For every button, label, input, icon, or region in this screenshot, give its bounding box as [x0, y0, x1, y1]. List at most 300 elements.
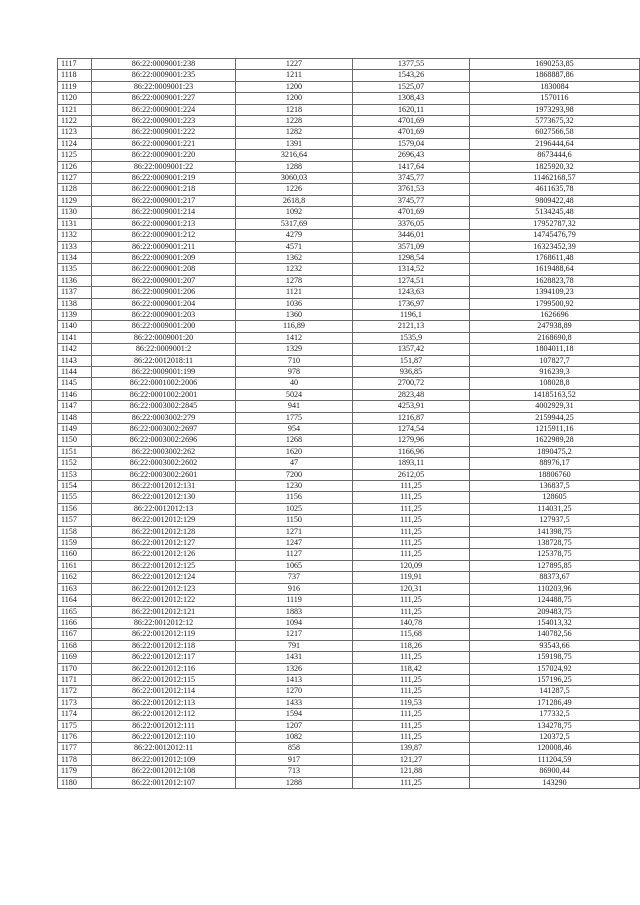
table-row [58, 275, 640, 286]
area-cell: 1278 [236, 275, 353, 286]
row-number-cell: 1153 [58, 469, 92, 480]
row-number-cell: 1159 [58, 538, 92, 549]
table-row [58, 264, 640, 275]
row-number-cell: 1133 [58, 241, 92, 252]
cadastral-value-cell: 5134245,48 [470, 207, 640, 218]
cadastral-value-cell: 16323452,39 [470, 241, 640, 252]
table-row [58, 469, 640, 480]
table-row [58, 435, 640, 446]
table-row [58, 766, 640, 777]
cadastral-value-cell: 2159944,25 [470, 412, 640, 423]
cadastral-number-cell: 86:22:0009001:217 [92, 195, 236, 206]
row-number-cell: 1170 [58, 663, 92, 674]
cadastral-number-cell: 86:22:0001002:2001 [92, 389, 236, 400]
unit-value-cell: 1579,04 [353, 138, 470, 149]
cadastral-number-cell: 86:22:0009001:204 [92, 298, 236, 309]
area-cell: 1433 [236, 697, 353, 708]
cadastral-number-cell: 86:22:0009001:212 [92, 230, 236, 241]
unit-value-cell: 111,25 [353, 674, 470, 685]
unit-value-cell: 1620,11 [353, 104, 470, 115]
area-cell: 1288 [236, 161, 353, 172]
unit-value-cell: 139,87 [353, 743, 470, 754]
cadastral-number-cell: 86:22:0001002:2006 [92, 378, 236, 389]
area-cell: 1025 [236, 503, 353, 514]
unit-value-cell: 1166,96 [353, 446, 470, 457]
cadastral-number-cell: 86:22:0009001:199 [92, 366, 236, 377]
table-row [58, 321, 640, 332]
cadastral-value-cell: 1619488,64 [470, 264, 640, 275]
cadastral-number-cell: 86:22:0012012:127 [92, 538, 236, 549]
row-number-cell: 1134 [58, 252, 92, 263]
unit-value-cell: 1543,26 [353, 70, 470, 81]
unit-value-cell: 120,09 [353, 560, 470, 571]
area-cell: 1230 [236, 481, 353, 492]
row-number-cell: 1128 [58, 184, 92, 195]
unit-value-cell: 1535,9 [353, 332, 470, 343]
row-number-cell: 1123 [58, 127, 92, 138]
area-cell: 1119 [236, 595, 353, 606]
cadastral-number-cell: 86:22:0012012:125 [92, 560, 236, 571]
cadastral-value-cell: 11462168,57 [470, 173, 640, 184]
cadastral-value-cell: 140782,56 [470, 629, 640, 640]
row-number-cell: 1171 [58, 674, 92, 685]
table-row [58, 640, 640, 651]
row-number-cell: 1164 [58, 595, 92, 606]
unit-value-cell: 3761,53 [353, 184, 470, 195]
cadastral-value-cell: 136837,5 [470, 481, 640, 492]
cadastral-value-cell: 14185163,52 [470, 389, 640, 400]
row-number-cell: 1162 [58, 572, 92, 583]
table-row [58, 389, 640, 400]
unit-value-cell: 3571,09 [353, 241, 470, 252]
table-row [58, 743, 640, 754]
cadastral-value-cell: 1628823,78 [470, 275, 640, 286]
cadastral-value-cell: 143290 [470, 777, 640, 788]
cadastral-number-cell: 86:22:0012012:121 [92, 606, 236, 617]
unit-value-cell: 120,31 [353, 583, 470, 594]
cadastral-number-cell: 86:22:0003002:2845 [92, 401, 236, 412]
unit-value-cell: 3376,05 [353, 218, 470, 229]
cadastral-number-cell: 86:22:0012012:11 [92, 743, 236, 754]
unit-value-cell: 118,26 [353, 640, 470, 651]
cadastral-value-cell: 93543,66 [470, 640, 640, 651]
row-number-cell: 1160 [58, 549, 92, 560]
area-cell: 5024 [236, 389, 353, 400]
area-cell: 1228 [236, 116, 353, 127]
row-number-cell: 1169 [58, 652, 92, 663]
cadastral-number-cell: 86:22:0012012:108 [92, 766, 236, 777]
table-row [58, 150, 640, 161]
unit-value-cell: 118,42 [353, 663, 470, 674]
unit-value-cell: 111,25 [353, 515, 470, 526]
row-number-cell: 1168 [58, 640, 92, 651]
row-number-cell: 1175 [58, 720, 92, 731]
table-row [58, 401, 640, 412]
row-number-cell: 1140 [58, 321, 92, 332]
cadastral-value-cell: 209483,75 [470, 606, 640, 617]
table-row [58, 207, 640, 218]
table-row [58, 572, 640, 583]
cadastral-number-cell: 86:22:0009001:208 [92, 264, 236, 275]
cadastral-value-cell: 108028,8 [470, 378, 640, 389]
cadastral-number-cell: 86:22:0003002:2696 [92, 435, 236, 446]
area-cell: 1227 [236, 59, 353, 70]
unit-value-cell: 1525,07 [353, 81, 470, 92]
row-number-cell: 1146 [58, 389, 92, 400]
area-cell: 3216,64 [236, 150, 353, 161]
table-row [58, 481, 640, 492]
row-number-cell: 1118 [58, 70, 92, 81]
table-row [58, 777, 640, 788]
unit-value-cell: 2612,05 [353, 469, 470, 480]
unit-value-cell: 936,85 [353, 366, 470, 377]
cadastral-value-cell: 157024,92 [470, 663, 640, 674]
table-row [58, 195, 640, 206]
area-cell: 713 [236, 766, 353, 777]
unit-value-cell: 111,25 [353, 526, 470, 537]
row-number-cell: 1177 [58, 743, 92, 754]
area-cell: 1232 [236, 264, 353, 275]
table-row [58, 116, 640, 127]
unit-value-cell: 1314,52 [353, 264, 470, 275]
unit-value-cell: 111,25 [353, 709, 470, 720]
area-cell: 1226 [236, 184, 353, 195]
cadastral-value-cell: 88373,67 [470, 572, 640, 583]
unit-value-cell: 111,25 [353, 538, 470, 549]
unit-value-cell: 111,25 [353, 492, 470, 503]
row-number-cell: 1139 [58, 309, 92, 320]
cadastral-number-cell: 86:22:0012012:115 [92, 674, 236, 685]
cadastral-number-cell: 86:22:0009001:209 [92, 252, 236, 263]
unit-value-cell: 1196,1 [353, 309, 470, 320]
row-number-cell: 1122 [58, 116, 92, 127]
table-row [58, 754, 640, 765]
cadastral-number-cell: 86:22:0009001:235 [92, 70, 236, 81]
area-cell: 1362 [236, 252, 353, 263]
area-cell: 4571 [236, 241, 353, 252]
cadastral-number-cell: 86:22:0009001:207 [92, 275, 236, 286]
cadastral-number-cell: 86:22:0012012:118 [92, 640, 236, 651]
cadastral-value-cell: 177332,5 [470, 709, 640, 720]
cadastral-number-cell: 86:22:0012012:112 [92, 709, 236, 720]
unit-value-cell: 4701,69 [353, 116, 470, 127]
table-row [58, 241, 640, 252]
table-row [58, 583, 640, 594]
row-number-cell: 1161 [58, 560, 92, 571]
unit-value-cell: 111,25 [353, 549, 470, 560]
row-number-cell: 1129 [58, 195, 92, 206]
row-number-cell: 1119 [58, 81, 92, 92]
cadastral-number-cell: 86:22:0009001:224 [92, 104, 236, 115]
cadastral-value-cell: 8673444,6 [470, 150, 640, 161]
table-row [58, 344, 640, 355]
row-number-cell: 1120 [58, 93, 92, 104]
cadastral-value-cell: 171286,49 [470, 697, 640, 708]
table-row [58, 663, 640, 674]
cadastral-value-cell: 154013,32 [470, 617, 640, 628]
unit-value-cell: 1243,63 [353, 287, 470, 298]
cadastral-number-cell: 86:22:0012012:110 [92, 731, 236, 742]
cadastral-value-cell: 88976,17 [470, 458, 640, 469]
cadastral-number-cell: 86:22:0009001:206 [92, 287, 236, 298]
cadastral-value-cell: 114031,25 [470, 503, 640, 514]
table-row [58, 697, 640, 708]
cadastral-value-cell: 128605 [470, 492, 640, 503]
area-cell: 1065 [236, 560, 353, 571]
area-cell: 1200 [236, 81, 353, 92]
cadastral-number-cell: 86:22:0012012:129 [92, 515, 236, 526]
cadastral-value-table [57, 58, 640, 789]
unit-value-cell: 111,25 [353, 652, 470, 663]
area-cell: 710 [236, 355, 353, 366]
cadastral-number-cell: 86:22:0009001:211 [92, 241, 236, 252]
area-cell: 1217 [236, 629, 353, 640]
area-cell: 1329 [236, 344, 353, 355]
area-cell: 1620 [236, 446, 353, 457]
cadastral-value-cell: 9809422,48 [470, 195, 640, 206]
cadastral-number-cell: 86:22:0012012:113 [92, 697, 236, 708]
cadastral-value-cell: 18806760 [470, 469, 640, 480]
table-row [58, 355, 640, 366]
unit-value-cell: 119,53 [353, 697, 470, 708]
area-cell: 737 [236, 572, 353, 583]
cadastral-value-cell: 159198,75 [470, 652, 640, 663]
table-row [58, 252, 640, 263]
table-row [58, 709, 640, 720]
cadastral-number-cell: 86:22:0012012:130 [92, 492, 236, 503]
area-cell: 917 [236, 754, 353, 765]
area-cell: 3060,03 [236, 173, 353, 184]
row-number-cell: 1127 [58, 173, 92, 184]
cadastral-number-cell: 86:22:0009001:218 [92, 184, 236, 195]
unit-value-cell: 3745,77 [353, 195, 470, 206]
area-cell: 791 [236, 640, 353, 651]
table-row [58, 446, 640, 457]
cadastral-value-cell: 138728,75 [470, 538, 640, 549]
cadastral-number-cell: 86:22:0012012:116 [92, 663, 236, 674]
area-cell: 1391 [236, 138, 353, 149]
row-number-cell: 1172 [58, 686, 92, 697]
area-cell: 1218 [236, 104, 353, 115]
cadastral-value-cell: 86900,44 [470, 766, 640, 777]
area-cell: 7200 [236, 469, 353, 480]
area-cell: 1775 [236, 412, 353, 423]
area-cell: 978 [236, 366, 353, 377]
cadastral-number-cell: 86:22:0003002:262 [92, 446, 236, 457]
cadastral-value-cell: 107827,7 [470, 355, 640, 366]
row-number-cell: 1144 [58, 366, 92, 377]
cadastral-number-cell: 86:22:0012012:114 [92, 686, 236, 697]
cadastral-number-cell: 86:22:0012012:12 [92, 617, 236, 628]
row-number-cell: 1166 [58, 617, 92, 628]
row-number-cell: 1130 [58, 207, 92, 218]
row-number-cell: 1145 [58, 378, 92, 389]
table-row [58, 218, 640, 229]
unit-value-cell: 111,25 [353, 503, 470, 514]
row-number-cell: 1179 [58, 766, 92, 777]
unit-value-cell: 121,27 [353, 754, 470, 765]
row-number-cell: 1135 [58, 264, 92, 275]
unit-value-cell: 111,25 [353, 731, 470, 742]
table-row [58, 560, 640, 571]
table-row [58, 412, 640, 423]
row-number-cell: 1156 [58, 503, 92, 514]
cadastral-value-cell: 1868887,86 [470, 70, 640, 81]
unit-value-cell: 1417,64 [353, 161, 470, 172]
cadastral-number-cell: 86:22:0003002:279 [92, 412, 236, 423]
table-row [58, 424, 640, 435]
row-number-cell: 1157 [58, 515, 92, 526]
table-row [58, 138, 640, 149]
unit-value-cell: 1274,51 [353, 275, 470, 286]
row-number-cell: 1138 [58, 298, 92, 309]
area-cell: 1271 [236, 526, 353, 537]
unit-value-cell: 1736,97 [353, 298, 470, 309]
unit-value-cell: 1893,11 [353, 458, 470, 469]
cadastral-value-cell: 141287,5 [470, 686, 640, 697]
area-cell: 941 [236, 401, 353, 412]
cadastral-value-cell: 247938,89 [470, 321, 640, 332]
cadastral-value-cell: 1890475,2 [470, 446, 640, 457]
cadastral-value-cell: 916239,3 [470, 366, 640, 377]
cadastral-number-cell: 86:22:0009001:214 [92, 207, 236, 218]
unit-value-cell: 151,87 [353, 355, 470, 366]
cadastral-value-cell: 124488,75 [470, 595, 640, 606]
area-cell: 1431 [236, 652, 353, 663]
area-cell: 40 [236, 378, 353, 389]
cadastral-number-cell: 86:22:0012012:128 [92, 526, 236, 537]
table-row [58, 526, 640, 537]
area-cell: 1082 [236, 731, 353, 742]
table-row [58, 652, 640, 663]
table-row [58, 70, 640, 81]
cadastral-number-cell: 86:22:0012012:109 [92, 754, 236, 765]
table-row [58, 595, 640, 606]
row-number-cell: 1174 [58, 709, 92, 720]
cadastral-number-cell: 86:22:0012012:119 [92, 629, 236, 640]
area-cell: 1092 [236, 207, 353, 218]
row-number-cell: 1148 [58, 412, 92, 423]
table-row [58, 606, 640, 617]
cadastral-value-cell: 1394109,23 [470, 287, 640, 298]
row-number-cell: 1163 [58, 583, 92, 594]
unit-value-cell: 1216,87 [353, 412, 470, 423]
cadastral-number-cell: 86:22:0009001:213 [92, 218, 236, 229]
table-row [58, 458, 640, 469]
table-row [58, 93, 640, 104]
area-cell: 1121 [236, 287, 353, 298]
area-cell: 1594 [236, 709, 353, 720]
row-number-cell: 1124 [58, 138, 92, 149]
cadastral-number-cell: 86:22:0009001:23 [92, 81, 236, 92]
cadastral-number-cell: 86:22:0012012:124 [92, 572, 236, 583]
table-row [58, 309, 640, 320]
cadastral-value-cell: 1799500,92 [470, 298, 640, 309]
cadastral-number-cell: 86:22:0012012:131 [92, 481, 236, 492]
row-number-cell: 1152 [58, 458, 92, 469]
cadastral-value-cell: 1626696 [470, 309, 640, 320]
table-row [58, 378, 640, 389]
row-number-cell: 1126 [58, 161, 92, 172]
cadastral-value-cell: 17952787,32 [470, 218, 640, 229]
unit-value-cell: 111,25 [353, 595, 470, 606]
row-number-cell: 1158 [58, 526, 92, 537]
area-cell: 1211 [236, 70, 353, 81]
unit-value-cell: 1357,42 [353, 344, 470, 355]
table-row [58, 674, 640, 685]
unit-value-cell: 1377,55 [353, 59, 470, 70]
unit-value-cell: 4701,69 [353, 207, 470, 218]
cadastral-value-cell: 120008,46 [470, 743, 640, 754]
cadastral-number-cell: 86:22:0009001:200 [92, 321, 236, 332]
area-cell: 2618,8 [236, 195, 353, 206]
table-row [58, 127, 640, 138]
unit-value-cell: 111,25 [353, 686, 470, 697]
table-row [58, 81, 640, 92]
unit-value-cell: 1279,96 [353, 435, 470, 446]
cadastral-value-cell: 157196,25 [470, 674, 640, 685]
area-cell: 1247 [236, 538, 353, 549]
row-number-cell: 1150 [58, 435, 92, 446]
cadastral-value-cell: 1570116 [470, 93, 640, 104]
table-row [58, 287, 640, 298]
unit-value-cell: 1308,43 [353, 93, 470, 104]
unit-value-cell: 119,91 [353, 572, 470, 583]
area-cell: 1288 [236, 777, 353, 788]
unit-value-cell: 4253,91 [353, 401, 470, 412]
cadastral-value-cell: 1825920,32 [470, 161, 640, 172]
unit-value-cell: 111,25 [353, 777, 470, 788]
cadastral-value-cell: 5773675,32 [470, 116, 640, 127]
cadastral-number-cell: 86:22:0009001:203 [92, 309, 236, 320]
cadastral-number-cell: 86:22:0009001:223 [92, 116, 236, 127]
row-number-cell: 1176 [58, 731, 92, 742]
row-number-cell: 1154 [58, 481, 92, 492]
row-number-cell: 1178 [58, 754, 92, 765]
table-row [58, 731, 640, 742]
unit-value-cell: 1298,54 [353, 252, 470, 263]
unit-value-cell: 115,68 [353, 629, 470, 640]
row-number-cell: 1141 [58, 332, 92, 343]
cadastral-value-cell: 1973293,98 [470, 104, 640, 115]
cadastral-number-cell: 86:22:0009001:22 [92, 161, 236, 172]
area-cell: 1268 [236, 435, 353, 446]
cadastral-value-cell: 1690253,85 [470, 59, 640, 70]
cadastral-value-cell: 110203,96 [470, 583, 640, 594]
unit-value-cell: 1274,54 [353, 424, 470, 435]
cadastral-value-cell: 111204,59 [470, 754, 640, 765]
cadastral-number-cell: 86:22:0009001:227 [92, 93, 236, 104]
unit-value-cell: 2121,13 [353, 321, 470, 332]
area-cell: 1156 [236, 492, 353, 503]
table-row [58, 617, 640, 628]
area-cell: 47 [236, 458, 353, 469]
row-number-cell: 1125 [58, 150, 92, 161]
area-cell: 1883 [236, 606, 353, 617]
row-number-cell: 1136 [58, 275, 92, 286]
cadastral-number-cell: 86:22:0009001:238 [92, 59, 236, 70]
table-row [58, 161, 640, 172]
cadastral-value-cell: 127895,85 [470, 560, 640, 571]
unit-value-cell: 111,25 [353, 481, 470, 492]
cadastral-number-cell: 86:22:0012018:11 [92, 355, 236, 366]
unit-value-cell: 4701,69 [353, 127, 470, 138]
cadastral-value-cell: 1830084 [470, 81, 640, 92]
area-cell: 1413 [236, 674, 353, 685]
cadastral-number-cell: 86:22:0009001:220 [92, 150, 236, 161]
cadastral-value-cell: 125378,75 [470, 549, 640, 560]
row-number-cell: 1173 [58, 697, 92, 708]
